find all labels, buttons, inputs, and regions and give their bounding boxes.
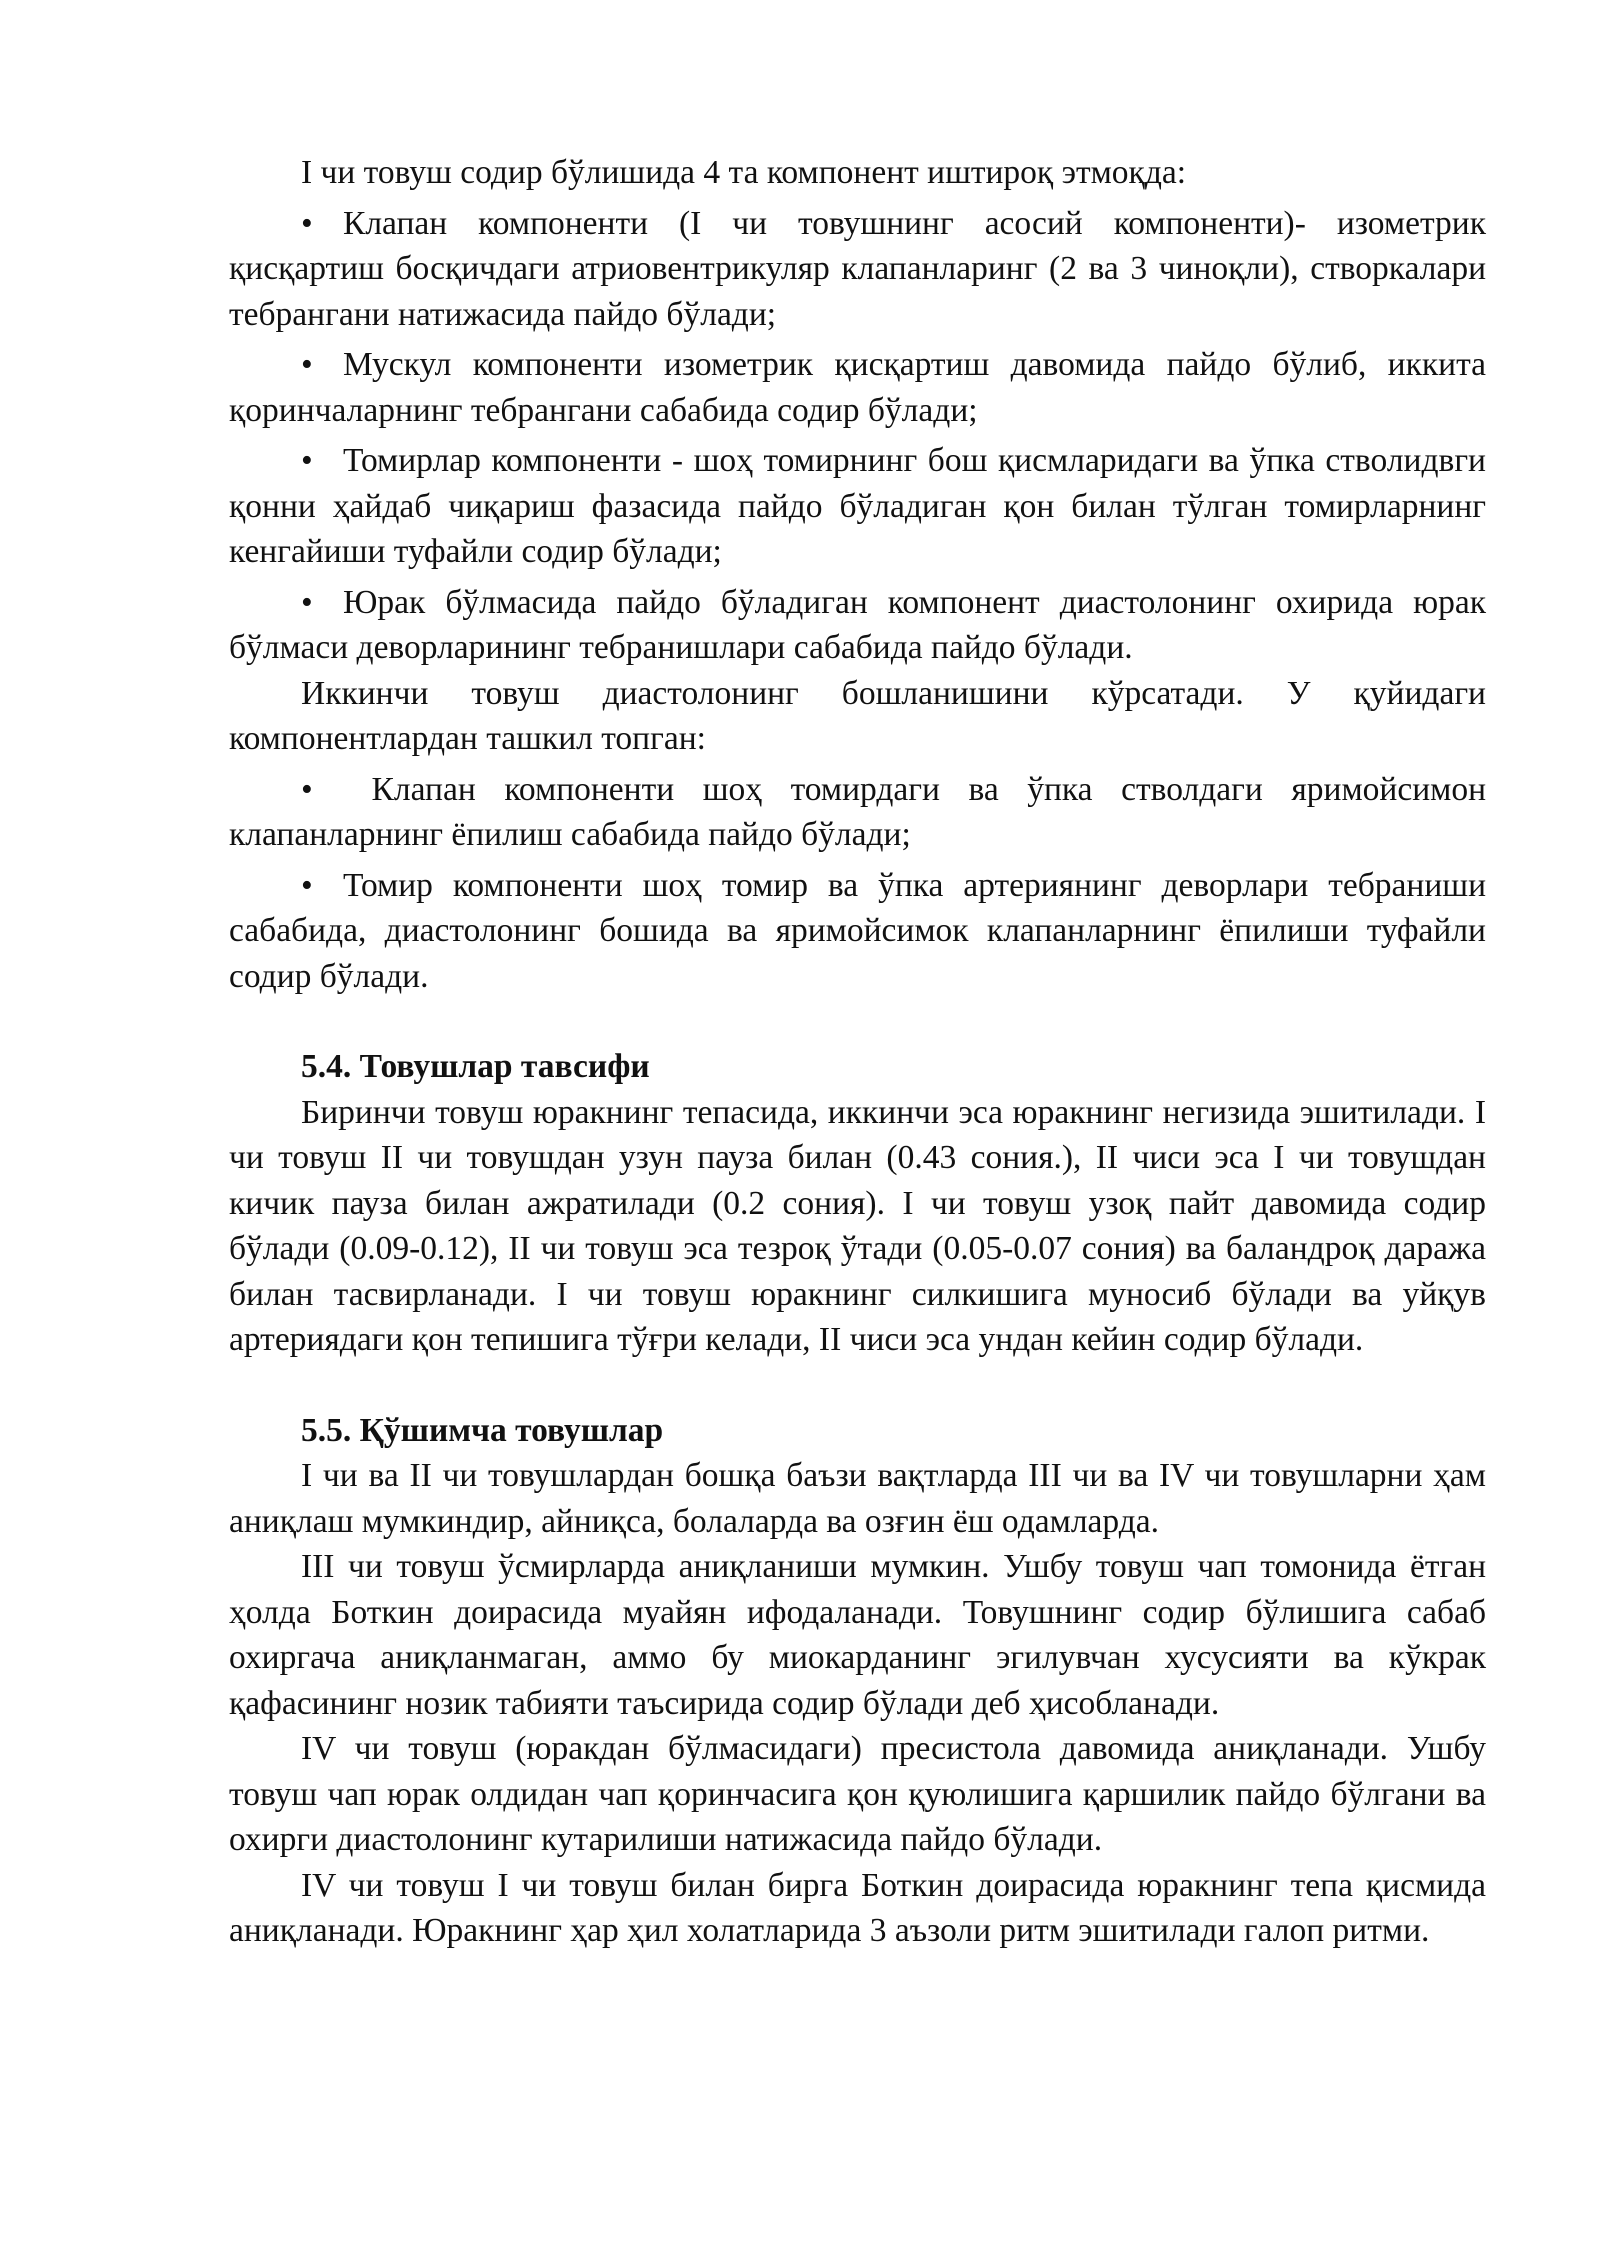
bullet-icon: • xyxy=(301,442,313,479)
spacer xyxy=(229,1363,1486,1408)
section-heading: 5.4. Товушлар тавсифи xyxy=(301,1048,650,1085)
paragraph: III чи товуш ўсмирларда аниқланиши мумкин. Ушбу товуш чап томонида ётган ҳолда Боткин доирасида муайян ифодаланади. Товушнинг содир бўлишига сабаб охиргача аниқланмаган, аммо бу миокарданинг эгилувчан хусусияти ва кўкрак қафасининг нозик табияти таъсирида содир бўлади деб ҳисобланади. xyxy=(229,1548,1486,1722)
paragraph: IV чи товуш I чи товуш билан бирга Боткин доирасида юракнинг тепа қисмида аниқланади. Юракнинг ҳар ҳил холатларида 3 аъзоли ритм эшитилади галоп ритми. xyxy=(229,1866,1486,1949)
bullet-icon: • xyxy=(301,866,313,904)
bullet-text: Томирлар компоненти - шоҳ томирнинг бош қисмларидаги ва ўпка стволидвги қонни ҳайдаб чиқариш фазасида пайдо бўладиган қон билан тўлган томирларнинг кенгайиши туфайли содир бўлади; xyxy=(229,442,1486,570)
section-heading: 5.5. Қўшимча товушлар xyxy=(301,1411,664,1449)
bullet-item xyxy=(229,342,1486,433)
document-page xyxy=(229,150,1486,1954)
bullet-text: Томир компоненти шоҳ томир ва ўпка артериянинг деворлари тебраниши сабабида, диастолонинг бошида ва яримойсимок клапанларнинг ёпилиши туфайли содир бўлади. xyxy=(229,866,1486,995)
paragraph: Биринчи товуш юракнинг тепасида, иккинчи эса юракнинг негизида эшитилади. I чи товуш II чи товушдан узун пауза билан (0.43 сония.), II чиси эса I чи товушдан кичик пауза билан ажратилади (0.2 сония). I чи товуш узоқ пайт давомида содир бўлади (0.09-0.12), II чи товуш эса тезроқ ўтади (0.05-0.07 сония) ва баландроқ даража билан тасвирланади. I чи товуш юракнинг силкишига муносиб бўлади ва уйқув артериядаги қон тепишига тўғри келади, II чиси эса ундан кейин содир бўлади. xyxy=(229,1093,1486,1358)
paragraph: I чи ва II чи товушлардан бошқа баъзи вақтларда III чи ва IV чи товушларни ҳам аниқлаш мумкиндир, айниқса, болаларда ва озғин ёш одамларда. xyxy=(229,1457,1486,1540)
paragraph: I чи товуш содир бўлишида 4 та компонент иштироқ этмоқда: xyxy=(301,154,1187,191)
bullet-text: Клапан компоненти шоҳ томирдаги ва ўпка стволдаги яримойсимон клапанларнинг ёпилиш сабабида пайдо бўлади; xyxy=(229,770,1486,853)
bullet-icon: • xyxy=(301,770,313,808)
bullet-item xyxy=(229,767,1486,858)
bullet-icon: • xyxy=(301,204,313,242)
bullet-icon: • xyxy=(301,346,313,383)
paragraph: Иккинчи товуш диастолонинг бошланишини кўрсатади. У қуйидаги компонентлардан ташкил топган: xyxy=(229,674,1486,757)
bullet-text: Мускул компоненти изометрик қисқартиш давомида пайдо бўлиб, иккита қоринчаларнинг тебрангани сабабида содир бўлади; xyxy=(229,346,1486,429)
bullet-item xyxy=(229,438,1486,575)
bullet-text: Юрак бўлмасида пайдо бўладиган компонент диастолонинг охирида юрак бўлмаси деворларининг тебранишлари сабабида пайдо бўлади. xyxy=(229,583,1486,666)
spacer xyxy=(229,999,1486,1044)
paragraph: IV чи товуш (юракдан бўлмасидаги) пресистола давомида аниқланади. Ушбу товуш чап юрак олдидан чап қоринчасига қон қуюлишига қаршилик пайдо бўлгани ва охирги диастолонинг кутарилиши натижасида пайдо бўлади. xyxy=(229,1730,1486,1858)
bullet-item xyxy=(229,201,1486,338)
bullet-item xyxy=(229,580,1486,671)
bullet-text: Клапан компоненти (I чи товушнинг асосий компоненти)- изометрик қисқартиш босқичдаги атриовентрикуляр клапанларинг (2 ва 3 чиноқли), створкалари тебрангани натижасида пайдо бўлади; xyxy=(229,204,1486,333)
bullet-item xyxy=(229,863,1486,1000)
bullet-icon: • xyxy=(301,583,313,621)
